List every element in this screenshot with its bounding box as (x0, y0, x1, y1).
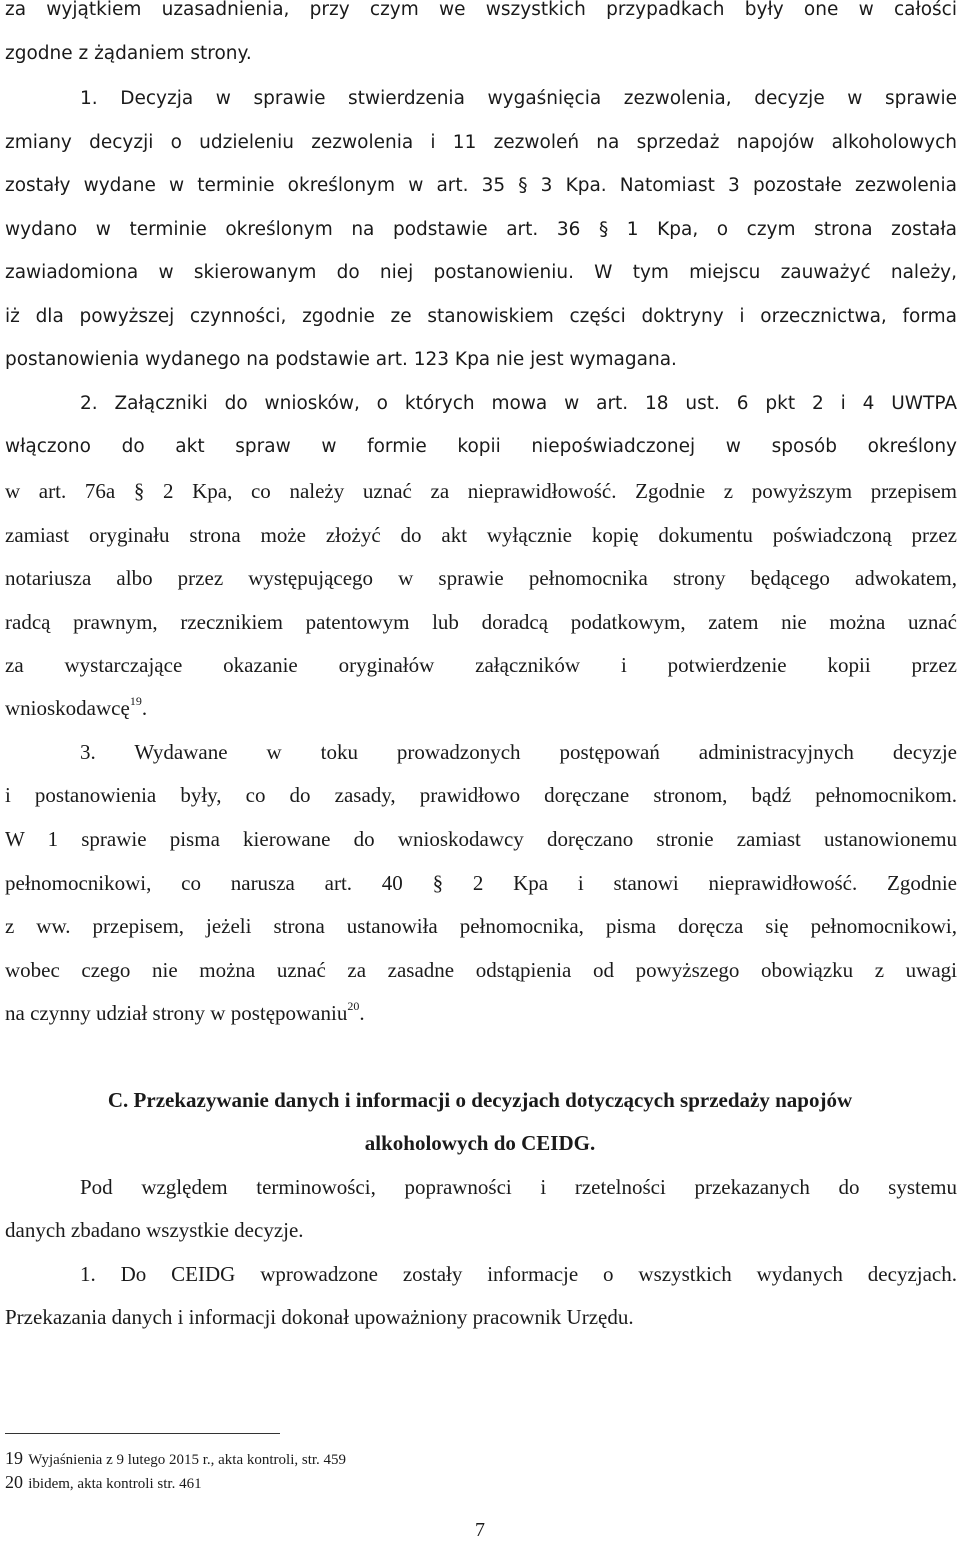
text-line: 2. Załączniki do wniosków, o których mowa w art. 18 ust. 6 pkt 2 i 4 UWTPA (80, 393, 957, 414)
text-line: W 1 sprawie pisma kierowane do wnioskodawcy doręczano stronie zamiast ustanowionemu (5, 827, 957, 851)
text-line: włączono do akt spraw w formie kopii niepoświadczonej w sposób określony (5, 436, 957, 457)
text-line: 3. Wydawane w toku prowadzonych postępowań administracyjnych decyzje (80, 740, 957, 764)
text-line: pełnomocnikowi, co narusza art. 40 § 2 Kpa i stanowi nieprawidłowość. Zgodnie (5, 871, 957, 895)
text-line: zmiany decyzji o udzieleniu zezwolenia i 11 zezwoleń na sprzedaż napojów alkoholowych (5, 132, 957, 153)
text-line: radcą prawnym, rzecznikiem patentowym lub doradcą podatkowym, zatem nie można uznać (5, 610, 957, 634)
text-line: iż dla powyższej czynności, zgodnie ze stanowiskiem części doktryny i orzecznictwa, forma (5, 306, 957, 327)
footnote (5, 1467, 202, 1498)
text-line: wnioskodawcę$^{19}$. (5, 694, 148, 720)
footnote-ref: 20 (347, 999, 360, 1013)
text-line: wobec czego nie można uznać za zasadne odstąpienia od powyższego obowiązku z uwagi (5, 958, 957, 982)
section-heading: C. Przekazywanie danych i informacji o decyzjach dotyczących sprzedaży napojów (107, 1088, 853, 1112)
text-line: 1. Decyzja w sprawie stwierdzenia wygaśnięcia zezwolenia, decyzje w sprawie (80, 88, 957, 109)
text-line: zawiadomiona w skierowanym do niej postanowieniu. W tym miejscu zauważyć należy, (5, 262, 957, 283)
text-line: wydano w terminie określonym na podstawie art. 36 § 1 Kpa, o czym strona została (5, 219, 957, 240)
text-line: zamiast oryginału strona może złożyć do akt wyłącznie kopię dokumentu poświadczoną przez (5, 523, 957, 547)
section-heading: alkoholowych do CEIDG. (364, 1131, 596, 1155)
text-line: z ww. przepisem, jeżeli strona ustanowiła pełnomocnika, pisma doręcza się pełnomocnikowi, (5, 914, 957, 938)
footnote-ref: 19 (129, 694, 142, 708)
text-line: notariusza albo przez występującego w sprawie pełnomocnika strony będącego adwokatem, (5, 566, 957, 590)
text-line: na czynny udział strony w postępowaniu$^{20}$. (5, 999, 365, 1025)
footnote-number: 20 (5, 1472, 23, 1492)
footnote-text: ibidem, akta kontroli str. 461 (28, 1476, 202, 1492)
text-line: zgodne z żądaniem strony. (5, 43, 252, 64)
footnote-number: 19 (5, 1448, 23, 1468)
footnote-text: Wyjaśnienia z 9 lutego 2015 r., akta kontroli, str. 459 (28, 1452, 347, 1468)
text-line: i postanowienia były, co do zasady, prawidłowo doręczane stronom, bądź pełnomocnikom. (5, 783, 957, 807)
text-line: w art. 76a § 2 Kpa, co należy uznać za nieprawidłowość. Zgodnie z powyższym przepisem (5, 479, 957, 503)
footnote-divider (5, 1433, 280, 1434)
page-number: 7 (475, 1519, 485, 1541)
text-line: za wystarczające okazanie oryginałów załączników i potwierdzenie kopii przez (5, 653, 957, 677)
text-line: 1. Do CEIDG wprowadzone zostały informacje o wszystkich wydanych decyzjach. (80, 1262, 957, 1286)
text-line: zostały wydane w terminie określonym w art. 35 § 3 Kpa. Natomiast 3 pozostałe zezwolenia (5, 175, 957, 196)
text-line: Przekazania danych i informacji dokonał upoważniony pracownik Urzędu. (5, 1305, 634, 1329)
text-line: za wyjątkiem uzasadnienia, przy czym we wszystkich przypadkach były one w całości (5, 0, 957, 20)
text-line: postanowienia wydanego na podstawie art. 123 Kpa nie jest wymagana. (5, 349, 677, 370)
text-line: danych zbadano wszystkie decyzje. (5, 1218, 304, 1242)
text-line: Pod względem terminowości, poprawności i rzetelności przekazanych do systemu (80, 1175, 957, 1199)
